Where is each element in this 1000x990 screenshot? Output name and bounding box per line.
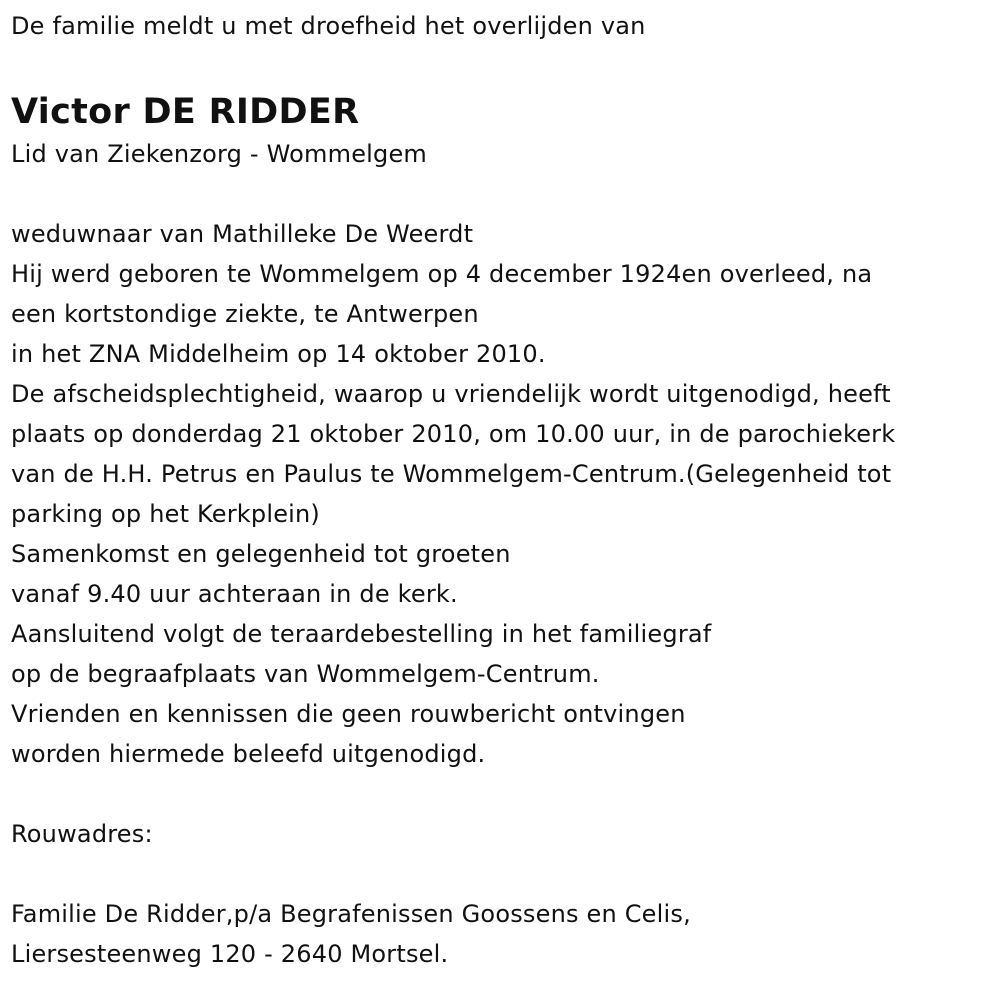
deceased-name: Victor DE RIDDER [11, 92, 360, 132]
body-line: worden hiermede beleefd uitgenodigd. [11, 740, 486, 768]
body-line: weduwnaar van Mathilleke De Weerdt [11, 220, 474, 248]
body-line: Hij werd geboren te Wommelgem op 4 december 1924en overleed, na [11, 260, 873, 288]
obituary-body [11, 214, 991, 774]
spacer [11, 854, 991, 894]
body-line: De afscheidsplechtigheid, waarop u vriendelijk wordt uitgenodigd, heeft [11, 380, 891, 408]
address-label: Rouwadres: [11, 820, 153, 848]
spacer [11, 774, 991, 814]
body-line: plaats op donderdag 21 oktober 2010, om 10.00 uur, in de parochiekerk [11, 420, 896, 448]
body-line: Vrienden en kennissen die geen rouwbericht ontvingen [11, 700, 686, 728]
body-line: parking op het Kerkplein) [11, 500, 320, 528]
body-line: vanaf 9.40 uur achteraan in de kerk. [11, 580, 458, 608]
body-line: een kortstondige ziekte, te Antwerpen [11, 300, 479, 328]
body-line: in het ZNA Middelheim op 14 oktober 2010. [11, 340, 546, 368]
address-line-1: Familie De Ridder,p/a Begrafenissen Goossens en Celis, [11, 900, 691, 928]
spacer [11, 174, 991, 214]
address-line-2: Liersesteenweg 120 - 2640 Mortsel. [11, 940, 449, 968]
intro-text: De familie meldt u met droefheid het overlijden van [11, 12, 646, 40]
obituary-notice [11, 0, 991, 974]
body-line: op de begraafplaats van Wommelgem-Centrum. [11, 660, 600, 688]
body-line: Samenkomst en gelegenheid tot groeten [11, 540, 511, 568]
body-line: van de H.H. Petrus en Paulus te Wommelgem-Centrum.(Gelegenheid tot [11, 460, 892, 488]
deceased-subtitle: Lid van Ziekenzorg - Wommelgem [11, 140, 428, 168]
body-line: Aansluitend volgt de teraardebestelling in het familiegraf [11, 620, 712, 648]
